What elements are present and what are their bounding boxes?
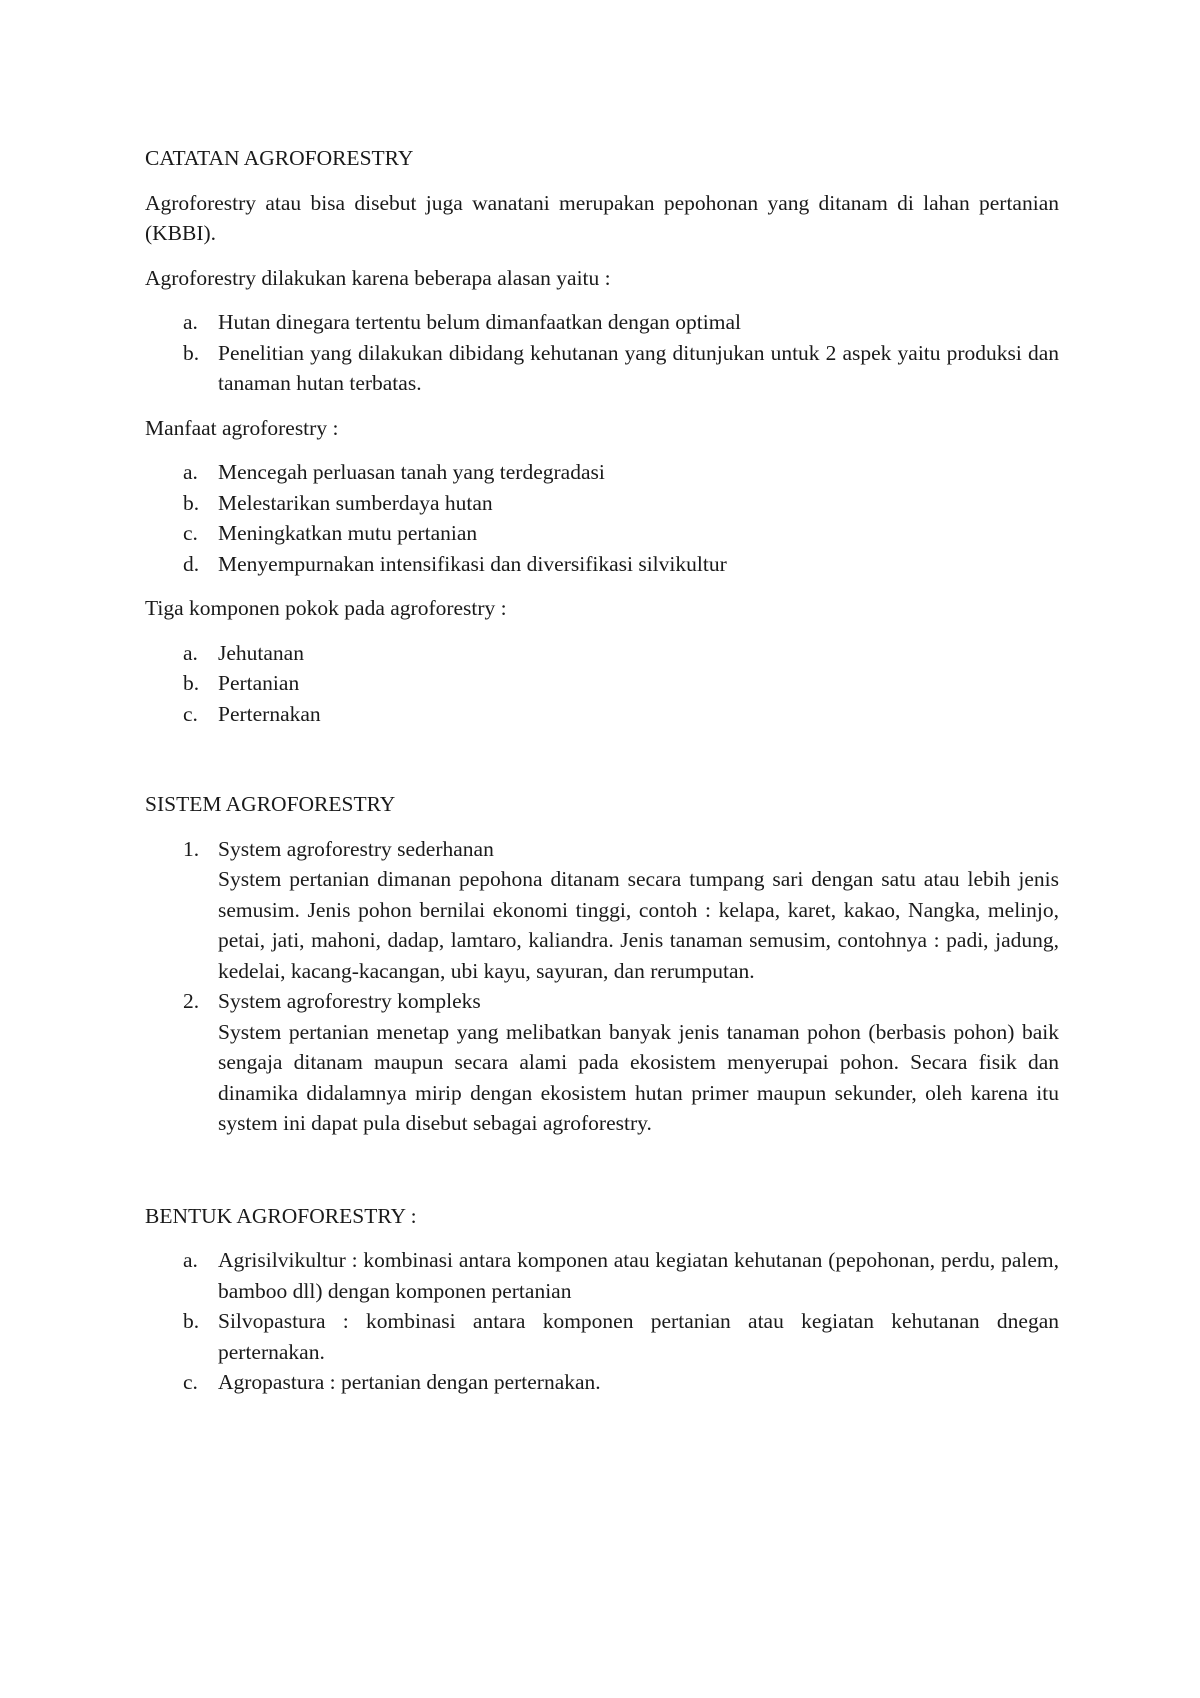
- list-marker: c.: [183, 521, 198, 545]
- list-marker: b.: [183, 490, 200, 515]
- list-item: [145, 986, 1059, 1139]
- sistem-list: [145, 834, 1059, 1139]
- list-marker: a.: [183, 310, 198, 334]
- section-spacer: [145, 743, 1059, 789]
- list-marker: c.: [183, 1370, 198, 1394]
- list-item: [145, 834, 1059, 987]
- list-item: [145, 638, 1059, 669]
- list-item-description: System pertanian menetap yang melibatkan banyak jenis tanaman pohon (berbasis pohon) baik sengaja ditanam maupun secara alami pada ekosistem menyerupai pohon. Secara fisik dan dinamika didalamnya mirip dengan ekosistem hutan primer maupun sekunder, oleh karena itu system ini dapat pula disebut sebagai agroforestry.: [218, 1019, 1059, 1135]
- bentuk-list: [145, 1245, 1059, 1398]
- list-item-text: Silvopastura : kombinasi antara komponen pertanian atau kegiatan kehutanan dnegan perternakan.: [218, 1309, 1059, 1364]
- list-item-text: Mencegah perluasan tanah yang terdegradasi: [218, 460, 605, 484]
- list-item-text: Meningkatkan mutu pertanian: [218, 521, 478, 545]
- list-item: [145, 668, 1059, 699]
- list-item-title: System agroforestry sederhanan: [218, 836, 494, 861]
- list-item-text: Menyempurnakan intensifikasi dan diversifikasi silvikultur: [218, 551, 727, 576]
- list-item-text: Melestarikan sumberdaya hutan: [218, 490, 493, 515]
- list-item: [145, 699, 1059, 730]
- sistem-heading: SISTEM AGROFORESTRY: [145, 792, 396, 816]
- reasons-list: [145, 307, 1059, 399]
- components-list: [145, 638, 1059, 730]
- list-item: [145, 338, 1059, 399]
- list-item-title: System agroforestry kompleks: [218, 989, 481, 1013]
- list-item: [145, 1367, 1059, 1398]
- list-marker: 2.: [183, 989, 200, 1013]
- section-spacer: [145, 1153, 1059, 1201]
- document-page: [145, 143, 1059, 1412]
- reasons-intro: Agroforestry dilakukan karena beberapa alasan yaitu :: [145, 265, 611, 290]
- list-item: [145, 488, 1059, 519]
- list-item-text: Agropastura : pertanian dengan perternakan.: [218, 1370, 601, 1394]
- list-marker: c.: [183, 701, 198, 726]
- list-item: [145, 307, 1059, 338]
- list-item-text: Hutan dinegara tertentu belum dimanfaatkan dengan optimal: [218, 310, 741, 334]
- list-marker: b.: [183, 1309, 200, 1333]
- list-marker: b.: [183, 671, 200, 695]
- bentuk-heading: BENTUK AGROFORESTRY :: [145, 1203, 417, 1228]
- benefits-intro: Manfaat agroforestry :: [145, 415, 339, 440]
- list-item-text: Perternakan: [218, 701, 321, 726]
- list-marker: a.: [183, 1248, 198, 1272]
- list-item: [145, 1245, 1059, 1306]
- list-item-text: Penelitian yang dilakukan dibidang kehutanan yang ditunjukan untuk 2 aspek yaitu produksi dan tanaman hutan terbatas.: [218, 340, 1059, 395]
- list-marker: a.: [183, 460, 198, 484]
- list-item: [145, 518, 1059, 549]
- list-item: [145, 457, 1059, 488]
- list-item: [145, 1306, 1059, 1367]
- list-marker: d.: [183, 551, 200, 576]
- definition-paragraph: Agroforestry atau bisa disebut juga wanatani merupakan pepohonan yang ditanam di lahan pertanian (KBBI).: [145, 190, 1059, 245]
- list-item: [145, 549, 1059, 580]
- list-item-text: Agrisilvikultur : kombinasi antara komponen atau kegiatan kehutanan (pepohonan, perdu, palem, bamboo dll) dengan komponen pertanian: [218, 1248, 1059, 1303]
- list-item-text: Jehutanan: [218, 640, 304, 665]
- components-intro: Tiga komponen pokok pada agroforestry :: [145, 596, 507, 620]
- list-item-text: Pertanian: [218, 671, 300, 695]
- benefits-list: [145, 457, 1059, 579]
- list-marker: b.: [183, 340, 200, 365]
- catatan-heading: CATATAN AGROFORESTRY: [145, 146, 414, 170]
- list-item-description: System pertanian dimanan pepohona ditanam secara tumpang sari dengan satu atau lebih jenis semusim. Jenis pohon bernilai ekonomi tinggi, contoh : kelapa, karet, kakao, Nangka, melinjo, petai, jati, mahoni, dadap, lamtaro, kaliandra. Jenis tanaman semusim, contohnya : padi, jadung, kedelai, kacang-kacangan, ubi kayu, sayuran, dan rerumputan.: [218, 867, 1059, 983]
- list-marker: 1.: [183, 836, 200, 861]
- list-marker: a.: [183, 640, 198, 665]
